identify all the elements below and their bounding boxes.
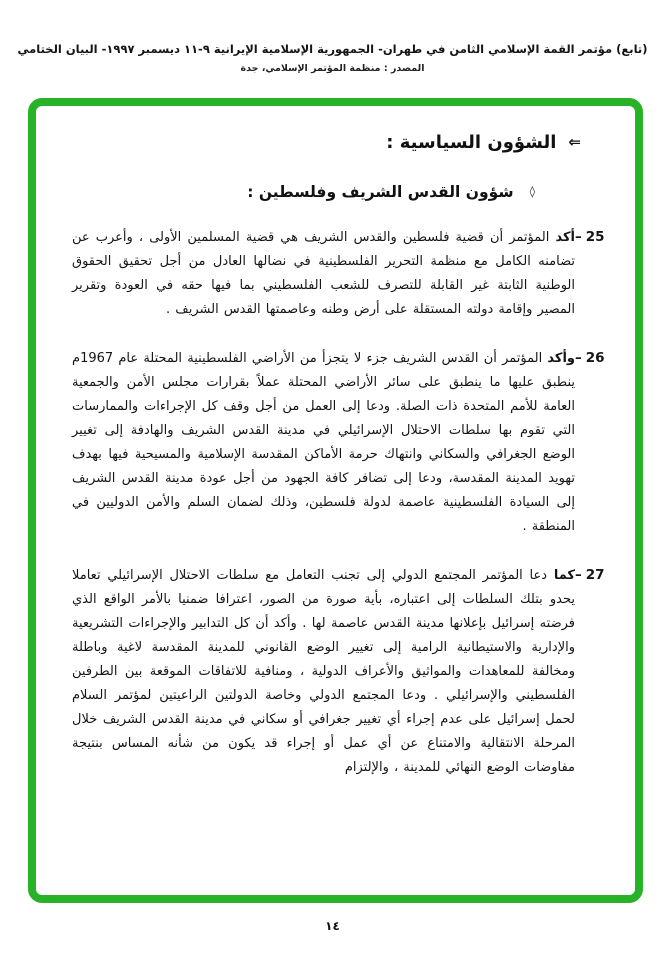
document-title: (تابع) مؤتمر القمة الإسلامي الثامن في طهران- الجمهورية الإسلامية الإيرانية ٩-١١ ديسمبر ١٩٩٧- البيان الختامي — [17, 42, 648, 56]
paragraph-25-number — [575, 226, 619, 322]
section-heading-political-affairs — [72, 132, 581, 153]
page-number: ١٤ — [325, 919, 340, 933]
paragraph-25-number-text: 25 — [585, 229, 605, 245]
subsection-heading-text: شؤون القدس الشريف وفلسطين : — [247, 183, 514, 201]
paragraph-25-body: المؤتمر أن قضية فلسطين والقدس الشريف هي قضية المسلمين الأولى ، وأعرب عن تضامنه الكامل مع منظمة التحرير الفلسطينية في نضالها العادل من أجل تحقيق الحقوق الوطنية الثابتة غير القابلة للتصرف للشعب الفلسطيني بما فيها حقه في العودة وتقرير المصير وإقامة دولته المستقلة على أرض وطنه وعاصمتها القدس الشريف . — [72, 230, 575, 317]
paragraph-27-text — [72, 564, 575, 780]
paragraph-27 — [72, 564, 619, 780]
document-header — [6, 42, 659, 74]
paragraph-26 — [72, 347, 619, 539]
paragraph-27-lead-word: كما — [553, 568, 575, 583]
paragraph-25 — [72, 226, 619, 322]
section-heading-text: الشؤون السياسية : — [386, 132, 557, 153]
paragraph-27-dash: – — [575, 567, 582, 583]
content-frame — [28, 98, 643, 903]
paragraph-27-number-text: 27 — [585, 567, 605, 583]
subsection-heading-jerusalem-palestine — [72, 183, 535, 201]
diamond-bullet-icon: ◊ — [529, 185, 535, 198]
paragraph-25-lead-word: أكد — [555, 230, 575, 245]
left-arrow-bullet-icon: ⇐ — [568, 133, 581, 151]
paragraph-25-dash: – — [575, 229, 582, 245]
paragraph-27-number — [575, 564, 619, 780]
paragraph-26-lead-word: وأكد — [547, 351, 575, 366]
paragraph-26-body: المؤتمر أن القدس الشريف جزء لا يتجزأ من الأراضي الفلسطينية المحتلة عام 1967م ينطبق عليها ما ينطبق على سائر الأراضي المحتلة عملاً بقرارات مجلس الأمن والجمعية العامة للأمم المتحدة ذات الصلة. ودعا إلى العمل من أجل وقف كل الإجراءات والممارسات التي تقوم بها سلطات الاحتلال الإسرائيلي في مدينة القدس الشريف والهادفة إلى تغيير الوضع الجغرافي والسكاني وانتهاك حرمة الأماكن المقدسة الإسلامية والمسيحية فيها بهدف تهويد المدينة المقدسة، ودعا إلى تضافر كافة الجهود من أجل عودة مدينة القدس الشريف إلى السيادة الفلسطينية عاصمة لدولة فلسطين، وذلك لضمان السلم والأمن الدوليين في المنطقة . — [72, 351, 575, 534]
paragraph-26-dash: – — [575, 350, 582, 366]
paragraph-25-text — [72, 226, 575, 322]
paragraph-26-number-text: 26 — [585, 350, 605, 366]
paragraph-27-body: دعا المؤتمر المجتمع الدولي إلى تجنب التعامل مع سلطات الاحتلال الإسرائيلي تعاملا يحدو بتلك السلطات إلى اعتباره، بأية صورة من الصور، اعترافا ضمنيا بالأمر الواقع الذي فرضته إسرائيل بإعلانها مدينة القدس عاصمة لها . وأكد أن كل التدابير والإجراءات التشريعية والإدارية والاستيطانية الرامية إلى تغيير الوضع القانوني للمدينة المقدسة لاغية وباطلة ومخالفة للمعاهدات والمواثيق والأعراف الدولية ، ومنافية للاتفاقات الموقعة بين الطرفين الفلسطيني والإسرائيلي . ودعا المجتمع الدولي وخاصة الدولتين الراعيتين لمؤتمر السلام لحمل إسرائيل على عدم إجراء أي تغيير جغرافي أو سكاني في مدينة القدس الشريف خلال المرحلة الانتقالية والامتناع عن أي عمل أو إجراء قد يكون من شأنه المساس بنتيجة مفاوضات الوضع النهائي للمدينة ، والإلتزام — [72, 568, 575, 775]
paragraph-26-number — [575, 347, 619, 539]
paragraph-26-text — [72, 347, 575, 539]
document-source: المصدر : منظمة المؤتمر الإسلامي، جدة — [240, 63, 425, 74]
